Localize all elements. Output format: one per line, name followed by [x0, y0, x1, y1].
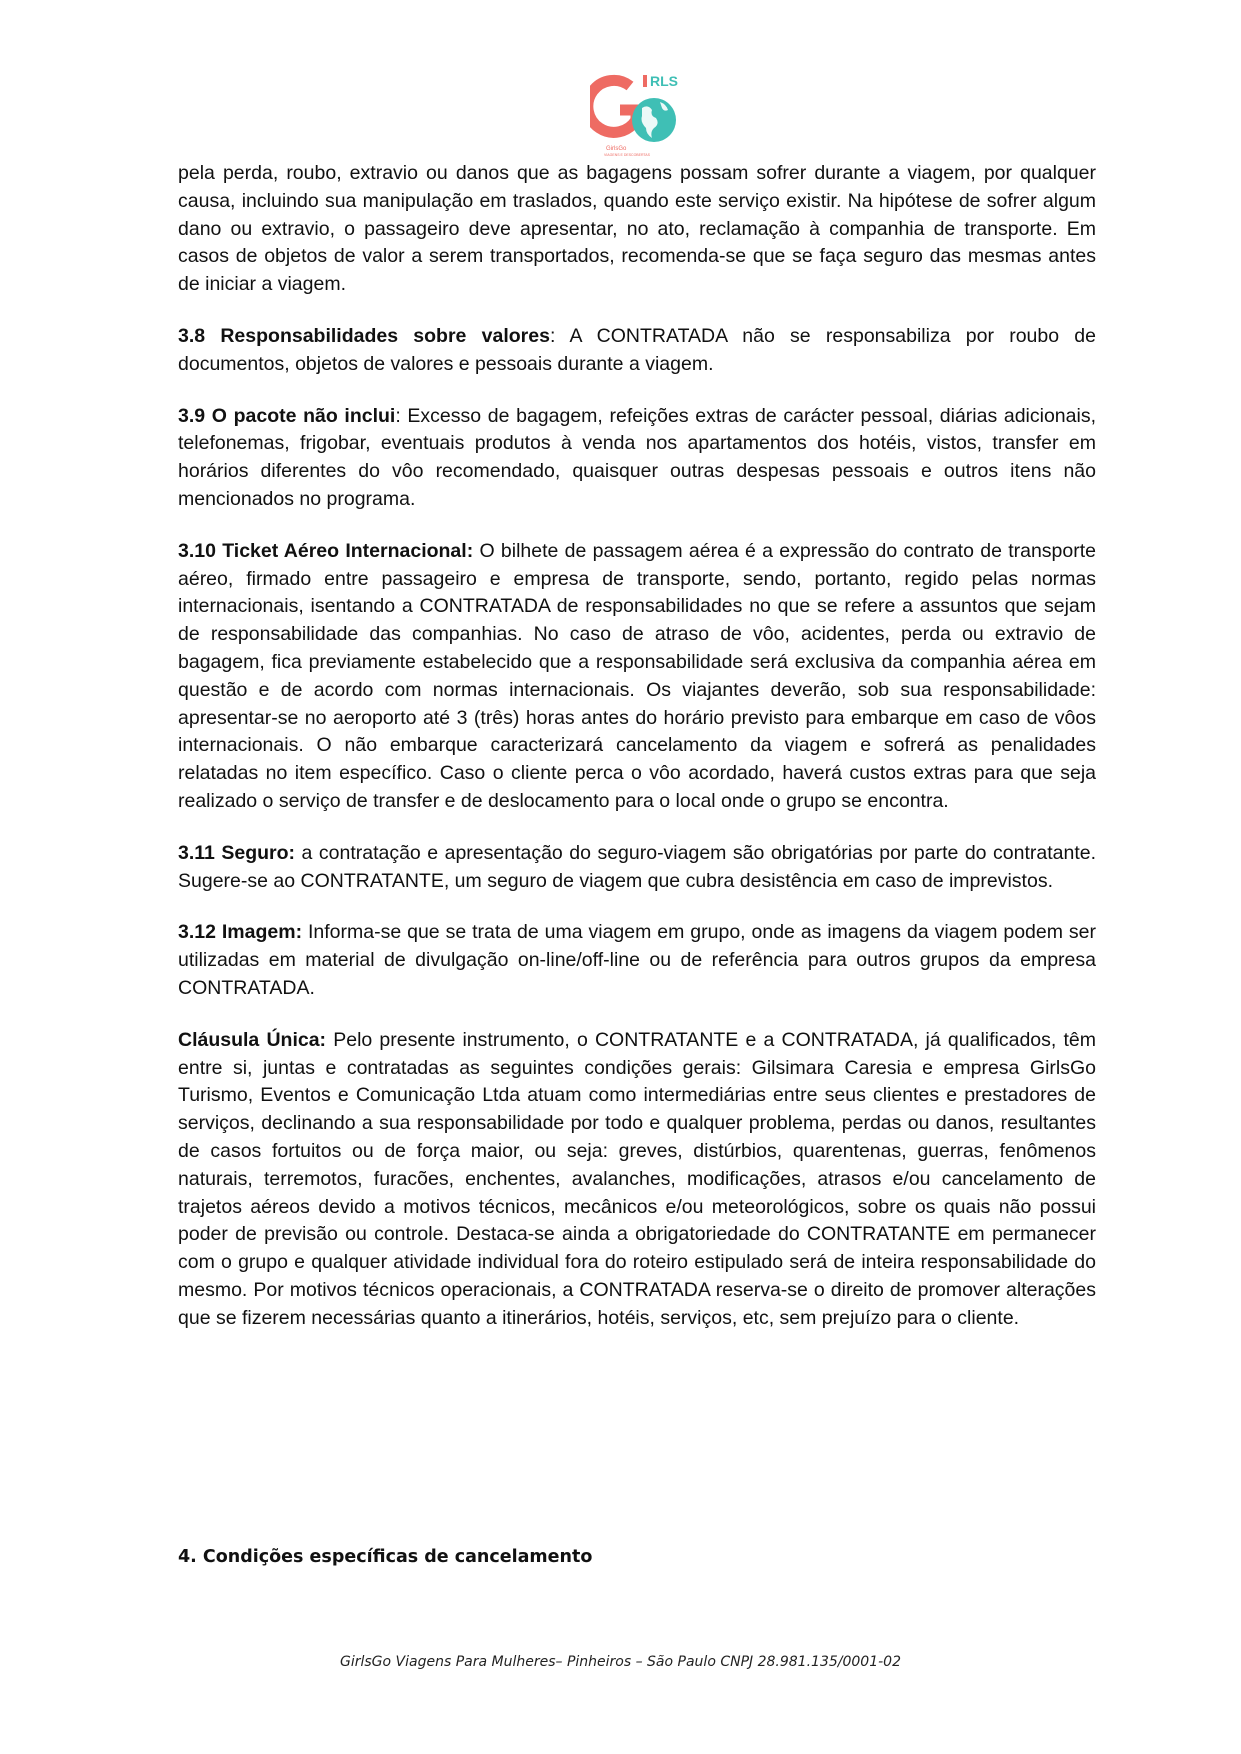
paragraph-title: 3.8 Responsabilidades sobre valores — [178, 324, 550, 347]
paragraph-text: Pelo presente instrumento, o CONTRATANTE e a CONTRATADA, já qualificados, têm entre si, juntas e contratadas as seguintes condições gerais: Gilsimara Caresia e empresa GirlsGo Turismo, Eventos e Comunicação Ltda atuam como intermediárias entre seus clientes e prestadores de serviços, declinando a sua responsabilidade por todo e qualquer problema, perdas ou danos, resultantes de casos fortuitos ou de força maior, ou seja: greves, distúrbios, quarentenas, guerras, fenômenos naturais, terremotos, furacões, enchentes, avalanches, modificações, atrasos e/ou cancelamento de trajetos aéreos devido a motivos técnicos, mecânicos e/ou meteorológicos, sobre os quais não possui poder de previsão ou controle. Destaca-se ainda a obrigatoriedade do CONTRATANTE em permanecer com o grupo e qualquer atividade individual fora do roteiro estipulado será de inteira responsabilidade do mesmo. Por motivos técnicos operacionais, a CONTRATADA reserva-se o direito de promover alterações que se fizerem necessárias quanto a itinerários, hotéis, serviços, etc, sem prejuízo para o cliente. — [178, 1028, 1096, 1329]
paragraph-intro-continuation — [178, 160, 1096, 299]
paragraph-3-12 — [178, 919, 1096, 1002]
paragraph-title: 3.9 O pacote não inclui — [178, 404, 396, 427]
paragraph-3-9 — [178, 403, 1096, 514]
logo-name: GirlsGo — [606, 146, 627, 152]
paragraph-3-10 — [178, 538, 1096, 816]
page-footer: GirlsGo Viagens Para Mulheres– Pinheiros – São Paulo CNPJ 28.981.135/0001-02 — [340, 1654, 901, 1670]
logo-figure-icon — [643, 75, 647, 87]
paragraph-text: : Excesso de bagagem, refeições extras de carácter pessoal, diárias adicionais, telefonemas, frigobar, eventuais produtos à venda nos apartamentos dos hotéis, vistos, transfer em horários diferentes do vôo recomendado, quaisquer outras despesas pessoais e outros itens não mencionados no programa. — [178, 404, 1097, 510]
paragraph-3-8 — [178, 323, 1096, 379]
girlsgo-logo — [590, 72, 682, 158]
section-heading: 4. Condições específicas de cancelamento — [178, 1547, 593, 1567]
paragraph-text: Informa-se que se trata de uma viagem em grupo, onde as imagens da viagem podem ser utilizadas em material de divulgação on-line/off-line ou de referência para outros grupos da empresa CONTRATADA. — [178, 921, 1097, 999]
paragraph-text: : A CONTRATADA não se responsabiliza por roubo de documentos, objetos de valores e pessoais durante a viagem. — [178, 324, 1096, 375]
paragraph-text: a contratação e apresentação do seguro-viagem são obrigatórias por parte do contratante. Sugere-se ao CONTRATANTE, um seguro de viagem que cubra desistência em caso de imprevistos. — [178, 841, 1097, 892]
paragraph-title: 3.11 Seguro: — [178, 841, 296, 864]
paragraph-clausula-unica — [178, 1027, 1096, 1333]
paragraph-text: pela perda, roubo, extravio ou danos que as bagagens possam sofrer durante a viagem, por qualquer causa, incluindo sua manipulação em traslados, quando este serviço existir. Na hipótese de sofrer algum dano ou extravio, o passageiro deve apresentar, no ato, reclamação à companhia de transporte. Em casos de objetos de valor a serem transportados, recomenda-se que se faça seguro das mesmas antes de iniciar a viagem. — [178, 162, 1096, 296]
document-body — [178, 160, 1096, 1356]
paragraph-3-11 — [178, 840, 1096, 896]
logo-g-letter — [590, 80, 636, 132]
paragraph-title: Cláusula Única: — [178, 1028, 327, 1051]
logo-rls-text: RLS — [650, 73, 678, 89]
logo-graphic — [590, 72, 682, 158]
paragraph-title: 3.10 Ticket Aéreo Internacional: — [178, 539, 474, 562]
paragraph-title: 3.12 Imagem: — [178, 921, 303, 944]
logo-tagline: VIAGENS E DESCOBERTAS — [604, 153, 650, 157]
paragraph-text: O bilhete de passagem aérea é a expressão do contrato de transporte aéreo, firmado entre passageiro e empresa de transporte, sendo, portanto, regido pelas normas internacionais, isentando a CONTRATADA de responsabilidades no que se refere a assuntos que sejam de responsabilidade das companhias. No caso de atraso de vôo, acidentes, perda ou extravio de bagagem, fica previamente estabelecido que a responsabilidade será exclusiva da companhia aérea em questão e de acordo com normas internacionais. Os viajantes deverão, sob sua responsabilidade: apresentar-se no aeroporto até 3 (três) horas antes do horário previsto para embarque em caso de vôos internacionais. O não embarque caracterizará cancelamento da viagem e sofrerá as penalidades relatadas no item específico. Caso o cliente perca o vôo acordado, haverá custos extras para que seja realizado o serviço de transfer e de deslocamento para o local onde o grupo se encontra. — [178, 539, 1096, 812]
